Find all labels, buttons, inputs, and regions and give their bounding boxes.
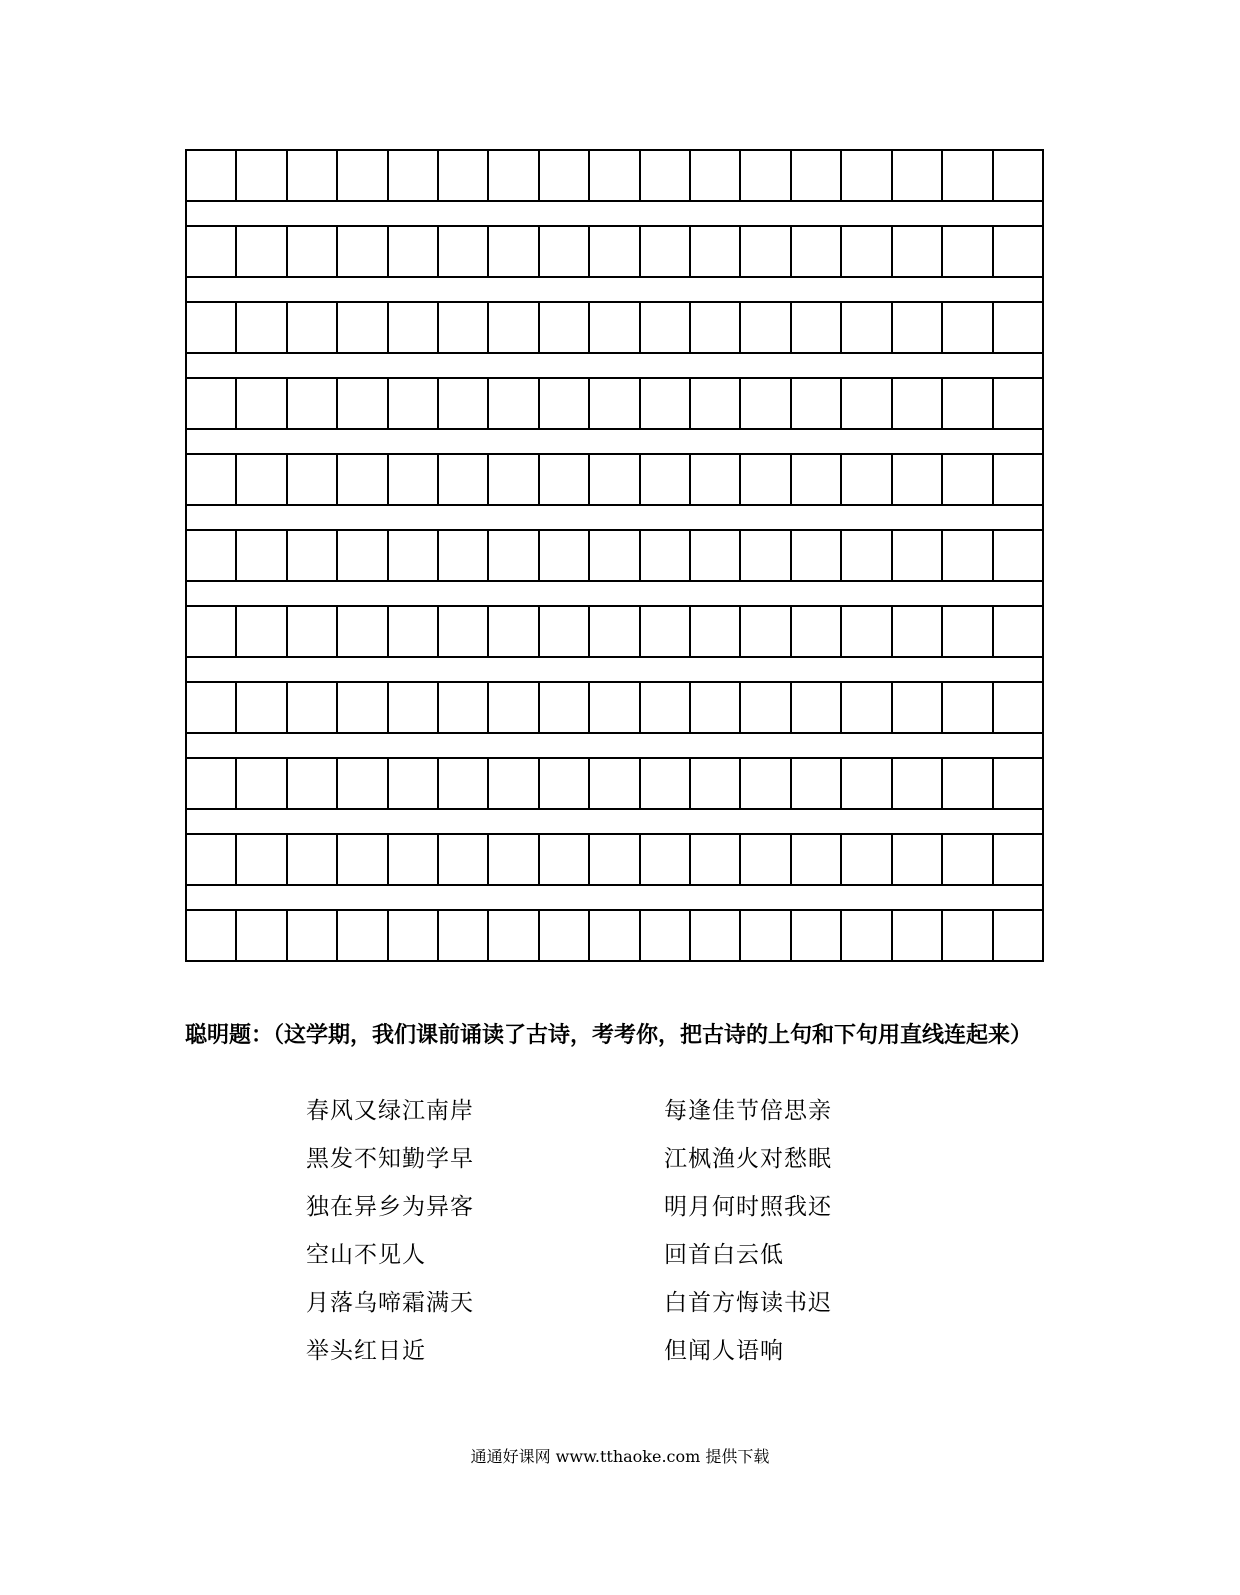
grid-row [187, 225, 1042, 278]
writing-cell[interactable] [487, 911, 537, 960]
writing-cell[interactable] [437, 455, 487, 504]
writing-cell[interactable] [891, 379, 941, 428]
writing-cell[interactable] [538, 911, 588, 960]
writing-cell[interactable] [286, 911, 336, 960]
writing-cell[interactable] [790, 303, 840, 352]
writing-cell[interactable] [639, 151, 689, 200]
writing-cell[interactable] [891, 531, 941, 580]
writing-cell[interactable] [790, 683, 840, 732]
writing-cell[interactable] [538, 379, 588, 428]
writing-cell[interactable] [286, 455, 336, 504]
writing-cell[interactable] [891, 303, 941, 352]
writing-cell[interactable] [336, 683, 386, 732]
poem-right-line: 但闻人语响 [664, 1338, 784, 1364]
writing-grid [185, 149, 1044, 962]
writing-cell[interactable] [336, 227, 386, 276]
writing-cell[interactable] [437, 607, 487, 656]
writing-cell[interactable] [739, 835, 789, 884]
writing-cell[interactable] [739, 683, 789, 732]
writing-cell[interactable] [992, 151, 1042, 200]
writing-cell[interactable] [235, 531, 285, 580]
grid-gap-row [187, 430, 1042, 453]
writing-cell[interactable] [639, 303, 689, 352]
writing-cell[interactable] [639, 835, 689, 884]
question-label: 聪明题： [185, 1023, 274, 1048]
writing-cell[interactable] [286, 759, 336, 808]
writing-cell[interactable] [437, 835, 487, 884]
writing-cell[interactable] [336, 911, 386, 960]
question-text: （这学期，我们课前诵读了古诗，考考你，把古诗的上句和下句用直线连起来） [273, 1023, 1033, 1048]
writing-cell[interactable] [689, 607, 739, 656]
writing-cell[interactable] [588, 683, 638, 732]
writing-cell[interactable] [588, 227, 638, 276]
writing-cell[interactable] [992, 607, 1042, 656]
grid-gap-row [187, 278, 1042, 301]
writing-cell[interactable] [487, 531, 537, 580]
writing-cell[interactable] [187, 227, 235, 276]
grid-gap-row [187, 582, 1042, 605]
poem-left-line: 空山不见人 [306, 1242, 426, 1268]
writing-cell[interactable] [437, 911, 487, 960]
writing-cell[interactable] [639, 455, 689, 504]
writing-cell[interactable] [387, 835, 437, 884]
writing-cell[interactable] [639, 531, 689, 580]
writing-cell[interactable] [840, 759, 890, 808]
writing-cell[interactable] [437, 379, 487, 428]
poem-right-line: 江枫渔火对愁眠 [664, 1146, 832, 1172]
writing-cell[interactable] [387, 303, 437, 352]
writing-cell[interactable] [739, 379, 789, 428]
writing-cell[interactable] [992, 455, 1042, 504]
writing-cell[interactable] [387, 683, 437, 732]
writing-cell[interactable] [487, 303, 537, 352]
grid-row [187, 833, 1042, 886]
grid-gap-row [187, 506, 1042, 529]
writing-cell[interactable] [538, 607, 588, 656]
writing-cell[interactable] [992, 303, 1042, 352]
writing-cell[interactable] [739, 759, 789, 808]
writing-cell[interactable] [639, 683, 689, 732]
writing-cell[interactable] [689, 531, 739, 580]
writing-cell[interactable] [992, 531, 1042, 580]
writing-cell[interactable] [739, 531, 789, 580]
writing-cell[interactable] [387, 379, 437, 428]
writing-cell[interactable] [689, 455, 739, 504]
writing-cell[interactable] [235, 455, 285, 504]
poem-left-line: 春风又绿江南岸 [306, 1098, 474, 1124]
grid-row [187, 605, 1042, 658]
writing-cell[interactable] [739, 455, 789, 504]
writing-cell[interactable] [336, 759, 386, 808]
writing-cell[interactable] [840, 683, 890, 732]
writing-cell[interactable] [187, 759, 235, 808]
writing-cell[interactable] [387, 911, 437, 960]
writing-cell[interactable] [588, 607, 638, 656]
writing-cell[interactable] [437, 227, 487, 276]
writing-cell[interactable] [187, 607, 235, 656]
writing-cell[interactable] [739, 607, 789, 656]
writing-cell[interactable] [437, 531, 487, 580]
writing-cell[interactable] [790, 835, 840, 884]
writing-cell[interactable] [790, 227, 840, 276]
grid-row [187, 529, 1042, 582]
writing-cell[interactable] [187, 683, 235, 732]
writing-cell[interactable] [639, 911, 689, 960]
writing-cell[interactable] [336, 303, 386, 352]
writing-cell[interactable] [588, 303, 638, 352]
poem-right-line: 明月何时照我还 [664, 1194, 832, 1220]
poem-right-line: 每逢佳节倍思亲 [664, 1098, 832, 1124]
writing-cell[interactable] [588, 835, 638, 884]
page-footer: 通通好课网 www.tthaoke.com 提供下载 [470, 1447, 770, 1466]
writing-cell[interactable] [187, 303, 235, 352]
writing-cell[interactable] [840, 379, 890, 428]
writing-cell[interactable] [286, 303, 336, 352]
writing-cell[interactable] [235, 151, 285, 200]
writing-cell[interactable] [487, 759, 537, 808]
writing-cell[interactable] [235, 227, 285, 276]
writing-cell[interactable] [538, 835, 588, 884]
writing-cell[interactable] [387, 455, 437, 504]
writing-cell[interactable] [235, 759, 285, 808]
writing-cell[interactable] [790, 151, 840, 200]
writing-cell[interactable] [286, 607, 336, 656]
grid-gap-row [187, 354, 1042, 377]
writing-cell[interactable] [941, 455, 991, 504]
writing-cell[interactable] [891, 759, 941, 808]
writing-cell[interactable] [336, 607, 386, 656]
poem-left-line: 举头红日近 [306, 1338, 426, 1364]
poem-left-line: 月落乌啼霜满天 [306, 1290, 474, 1316]
writing-cell[interactable] [739, 227, 789, 276]
writing-cell[interactable] [992, 227, 1042, 276]
writing-cell[interactable] [538, 683, 588, 732]
writing-cell[interactable] [891, 227, 941, 276]
writing-cell[interactable] [891, 607, 941, 656]
writing-cell[interactable] [487, 151, 537, 200]
writing-cell[interactable] [187, 379, 235, 428]
writing-cell[interactable] [437, 151, 487, 200]
writing-cell[interactable] [790, 455, 840, 504]
grid-gap-row [187, 810, 1042, 833]
writing-cell[interactable] [639, 227, 689, 276]
writing-cell[interactable] [941, 607, 991, 656]
writing-cell[interactable] [235, 303, 285, 352]
writing-cell[interactable] [840, 455, 890, 504]
grid-gap-row [187, 658, 1042, 681]
writing-cell[interactable] [487, 379, 537, 428]
writing-cell[interactable] [739, 303, 789, 352]
writing-cell[interactable] [336, 531, 386, 580]
writing-cell[interactable] [941, 303, 991, 352]
writing-cell[interactable] [840, 227, 890, 276]
writing-cell[interactable] [487, 455, 537, 504]
writing-cell[interactable] [941, 759, 991, 808]
writing-cell[interactable] [840, 303, 890, 352]
writing-cell[interactable] [588, 531, 638, 580]
writing-cell[interactable] [286, 227, 336, 276]
question-prompt [185, 1020, 1055, 1051]
writing-cell[interactable] [941, 911, 991, 960]
writing-cell[interactable] [235, 911, 285, 960]
writing-cell[interactable] [840, 911, 890, 960]
writing-cell[interactable] [689, 683, 739, 732]
grid-row [187, 301, 1042, 354]
writing-cell[interactable] [286, 151, 336, 200]
poem-right-line: 白首方悔读书迟 [664, 1290, 832, 1316]
writing-cell[interactable] [538, 455, 588, 504]
writing-cell[interactable] [689, 227, 739, 276]
writing-cell[interactable] [235, 835, 285, 884]
writing-cell[interactable] [336, 379, 386, 428]
writing-cell[interactable] [235, 379, 285, 428]
poem-right-line: 回首白云低 [664, 1242, 784, 1268]
writing-cell[interactable] [689, 835, 739, 884]
writing-cell[interactable] [588, 759, 638, 808]
writing-cell[interactable] [941, 379, 991, 428]
writing-cell[interactable] [286, 531, 336, 580]
grid-gap-row [187, 886, 1042, 909]
grid-row [187, 757, 1042, 810]
writing-cell[interactable] [235, 607, 285, 656]
grid-row [187, 681, 1042, 734]
writing-cell[interactable] [387, 759, 437, 808]
writing-cell[interactable] [840, 835, 890, 884]
writing-cell[interactable] [387, 607, 437, 656]
writing-cell[interactable] [992, 379, 1042, 428]
writing-cell[interactable] [689, 911, 739, 960]
writing-cell[interactable] [487, 835, 537, 884]
writing-cell[interactable] [187, 151, 235, 200]
writing-cell[interactable] [538, 759, 588, 808]
grid-gap-row [187, 734, 1042, 757]
writing-cell[interactable] [941, 531, 991, 580]
writing-cell[interactable] [487, 227, 537, 276]
writing-cell[interactable] [689, 379, 739, 428]
writing-cell[interactable] [336, 455, 386, 504]
writing-cell[interactable] [891, 151, 941, 200]
writing-cell[interactable] [588, 455, 638, 504]
writing-cell[interactable] [387, 531, 437, 580]
writing-cell[interactable] [387, 151, 437, 200]
writing-cell[interactable] [336, 151, 386, 200]
writing-cell[interactable] [588, 151, 638, 200]
writing-cell[interactable] [538, 303, 588, 352]
writing-cell[interactable] [286, 379, 336, 428]
writing-cell[interactable] [689, 759, 739, 808]
writing-cell[interactable] [235, 683, 285, 732]
writing-cell[interactable] [992, 835, 1042, 884]
writing-cell[interactable] [538, 531, 588, 580]
writing-cell[interactable] [639, 759, 689, 808]
writing-cell[interactable] [840, 607, 890, 656]
writing-cell[interactable] [992, 759, 1042, 808]
poem-left-line: 独在异乡为异客 [306, 1194, 474, 1220]
writing-cell[interactable] [891, 683, 941, 732]
writing-cell[interactable] [840, 151, 890, 200]
writing-cell[interactable] [437, 303, 487, 352]
writing-cell[interactable] [790, 607, 840, 656]
writing-cell[interactable] [538, 227, 588, 276]
writing-cell[interactable] [739, 911, 789, 960]
writing-cell[interactable] [187, 531, 235, 580]
writing-cell[interactable] [790, 759, 840, 808]
writing-cell[interactable] [790, 911, 840, 960]
writing-cell[interactable] [286, 683, 336, 732]
writing-cell[interactable] [891, 835, 941, 884]
writing-cell[interactable] [187, 455, 235, 504]
writing-cell[interactable] [941, 683, 991, 732]
writing-cell[interactable] [941, 227, 991, 276]
writing-cell[interactable] [790, 379, 840, 428]
writing-cell[interactable] [588, 379, 638, 428]
writing-cell[interactable] [689, 303, 739, 352]
writing-cell[interactable] [992, 683, 1042, 732]
writing-cell[interactable] [790, 531, 840, 580]
grid-row [187, 909, 1042, 962]
grid-row [187, 453, 1042, 506]
writing-cell[interactable] [941, 835, 991, 884]
poem-left-line: 黑发不知勤学早 [306, 1146, 474, 1172]
writing-cell[interactable] [639, 379, 689, 428]
writing-cell[interactable] [639, 607, 689, 656]
grid-gap-row [187, 202, 1042, 225]
writing-cell[interactable] [538, 151, 588, 200]
writing-cell[interactable] [437, 759, 487, 808]
writing-cell[interactable] [689, 151, 739, 200]
writing-cell[interactable] [739, 151, 789, 200]
writing-cell[interactable] [891, 455, 941, 504]
writing-cell[interactable] [187, 835, 235, 884]
writing-cell[interactable] [187, 911, 235, 960]
writing-cell[interactable] [286, 835, 336, 884]
writing-cell[interactable] [941, 151, 991, 200]
writing-cell[interactable] [487, 607, 537, 656]
writing-cell[interactable] [487, 683, 537, 732]
grid-row [187, 377, 1042, 430]
writing-cell[interactable] [387, 227, 437, 276]
writing-cell[interactable] [891, 911, 941, 960]
writing-cell[interactable] [437, 683, 487, 732]
writing-cell[interactable] [336, 835, 386, 884]
writing-cell[interactable] [840, 531, 890, 580]
writing-cell[interactable] [588, 911, 638, 960]
grid-row [187, 149, 1042, 202]
writing-cell[interactable] [992, 911, 1042, 960]
